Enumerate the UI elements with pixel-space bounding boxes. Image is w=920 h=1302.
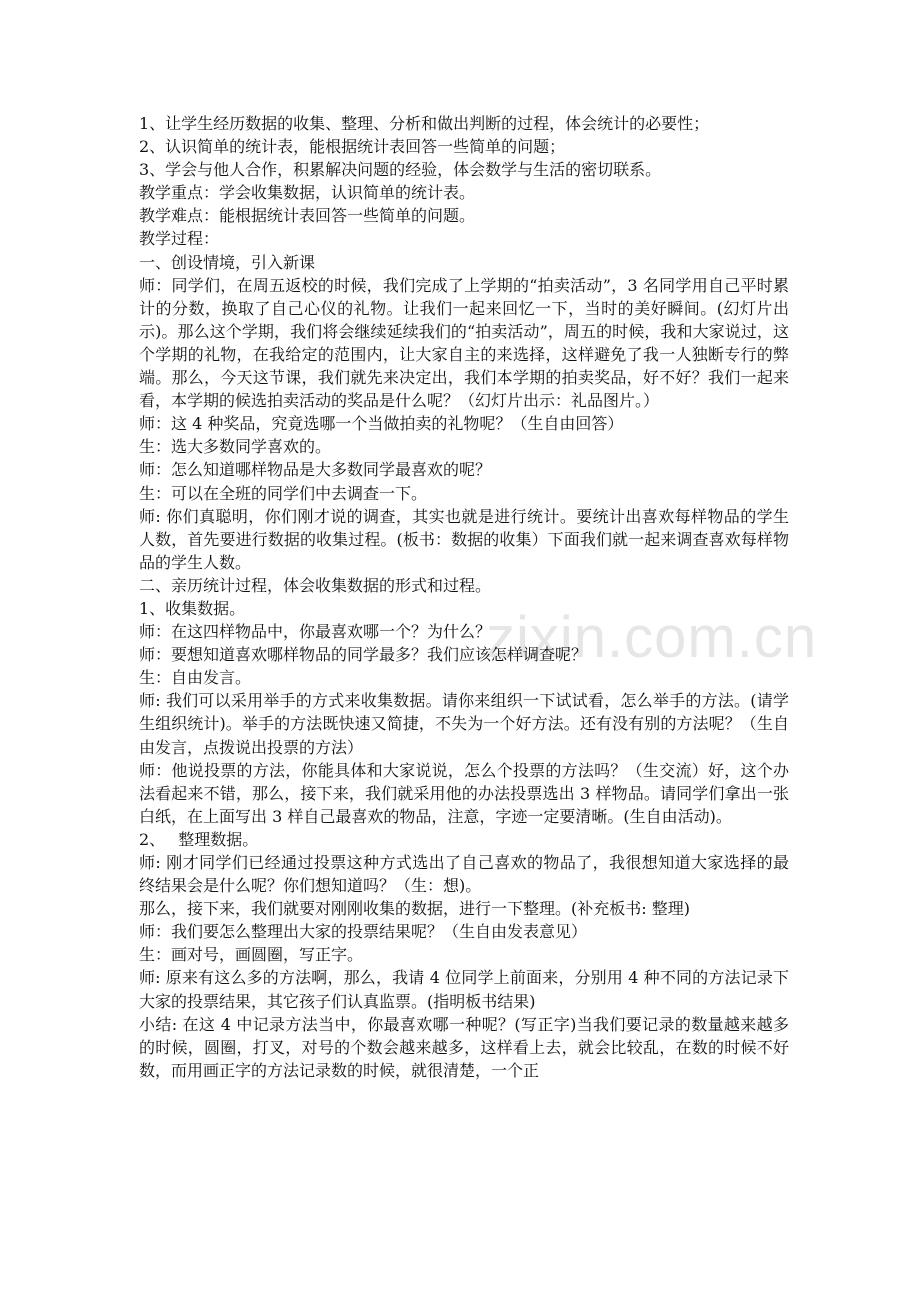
teaching-difficulty: 教学难点：能根据统计表回答一些简单的问题。 <box>139 206 476 226</box>
paragraph-teacher-question: 师：这 4 种奖品，究竟选哪一个当做拍卖的礼物呢？（生自由回答） <box>139 414 624 434</box>
paragraph-student-methods: 生：画对号，画圆圈，写正字。 <box>139 945 364 965</box>
teaching-process-heading: 教学过程： <box>139 229 220 249</box>
paragraph-intro: 师：同学们，在周五返校的时候，我们完成了上学期的“拍卖活动”，3 名同学用自己平时累计的分数，换取了自己心仪的礼物。让我们一起来回忆一下，当时的美好瞬间。(幻灯片出示)。那么这个学期，我们将会继续延续我们的“拍卖活动”，周五的时候，我和大家说过，这个学期的礼物，在我给定的范围内，让大家自主的来选择，这样避免了我一人独断专行的弊端。那么，今天这节课，我们就先来决定出，我们本学期的拍卖奖品，好不好？我们一起来看，本学期的候选拍卖活动的奖品是什么呢？（幻灯片出示：礼品图片。） <box>139 275 789 411</box>
paragraph-teacher-how: 师：怎么知道哪样物品是大多数同学最喜欢的呢？ <box>139 460 492 480</box>
subsection-collect-data: 1、收集数据。 <box>139 598 246 618</box>
paragraph-student-answer: 生：选大多数同学喜欢的。 <box>139 437 332 457</box>
paragraph-teacher-statistics: 师: 你们真聪明，你们刚才说的调查，其实也就是进行统计。要统计出喜欢每样物品的学生人数，首先要进行数据的收集过程。(板书：数据的收集）下面我们就一起来调查喜欢每样物品的学生人数。 <box>139 506 789 572</box>
paragraph-summary: 小结: 在这 4 中记录方法当中，你最喜欢哪一种呢？(写正字)当我们要记录的数量越来越多的时候，圆圈，打叉，对号的个数会越来越多，这样看上去，就会比较乱，在数的时候不好数，而用画正字的方法记录数的时候，就很清楚，一个正 <box>139 1014 789 1080</box>
section-2-heading: 二、亲历统计过程，体会收集数据的形式和过程。 <box>139 575 492 595</box>
paragraph-teacher-four-students: 师: 原来有这么多的方法啊，那么，我请 4 位同学上前面来，分别用 4 种不同的方法记录下大家的投票结果，其它孩子们认真监票。(指明板书结果) <box>139 968 789 1011</box>
teaching-focus: 教学重点：学会收集数据，认识简单的统计表。 <box>139 183 476 203</box>
paragraph-teacher-vote: 师：他说投票的方法，你能具体和大家说说，怎么个投票的方法吗？（生交流）好，这个办法看起来不错，那么，接下来，我们就采用他的办法投票选出 3 样物品。请同学们拿出一张白纸，在上面写出 3 样自己最喜欢的物品，注意，字迹一定要清晰。(生自由活动)。 <box>139 760 789 826</box>
objective-2: 2、认识简单的统计表，能根据统计表回答一些简单的问题； <box>139 137 566 157</box>
subsection-organize-data: 2、 整理数据。 <box>139 829 259 849</box>
paragraph-student-free: 生：自由发言。 <box>139 668 252 688</box>
paragraph-teacher-favorite: 师：在这四样物品中，你最喜欢哪一个？为什么？ <box>139 622 492 642</box>
objective-1: 1、让学生经历数据的收集、整理、分析和做出判断的过程，体会统计的必要性； <box>139 114 710 133</box>
paragraph-teacher-investigate: 师：要想知道喜欢哪样物品的同学最多？我们应该怎样调查呢？ <box>139 645 588 665</box>
document-body <box>139 112 789 1082</box>
paragraph-teacher-result: 师: 刚才同学们已经通过投票这种方式选出了自己喜欢的物品了，我很想知道大家选择的最终结果会是什么呢？你们想知道吗？（生：想)。 <box>139 853 789 896</box>
paragraph-teacher-how-organize: 师：我们要怎么整理出大家的投票结果呢？（生自由发表意见） <box>139 922 588 942</box>
objective-3: 3、学会与他人合作，积累解决问题的经验，体会数学与生活的密切联系。 <box>139 160 662 180</box>
section-1-heading: 一、创设情境，引入新课 <box>139 252 316 272</box>
paragraph-student-survey: 生：可以在全班的同学们中去调查一下。 <box>139 483 428 503</box>
paragraph-next-organize: 那么，接下来，我们就要对刚刚收集的数据，进行一下整理。(补充板书: 整理) <box>139 899 690 919</box>
watermark-text: zixin.com.cn <box>486 605 818 670</box>
paragraph-teacher-hands: 师: 我们可以采用举手的方式来收集数据。请你来组织一下试试看，怎么举手的方法。(请学生组织统计)。举手的方法既快速又简捷，不失为一个好方法。还有没有别的方法呢？（生自由发言，点拨说出投票的方法） <box>139 691 789 757</box>
